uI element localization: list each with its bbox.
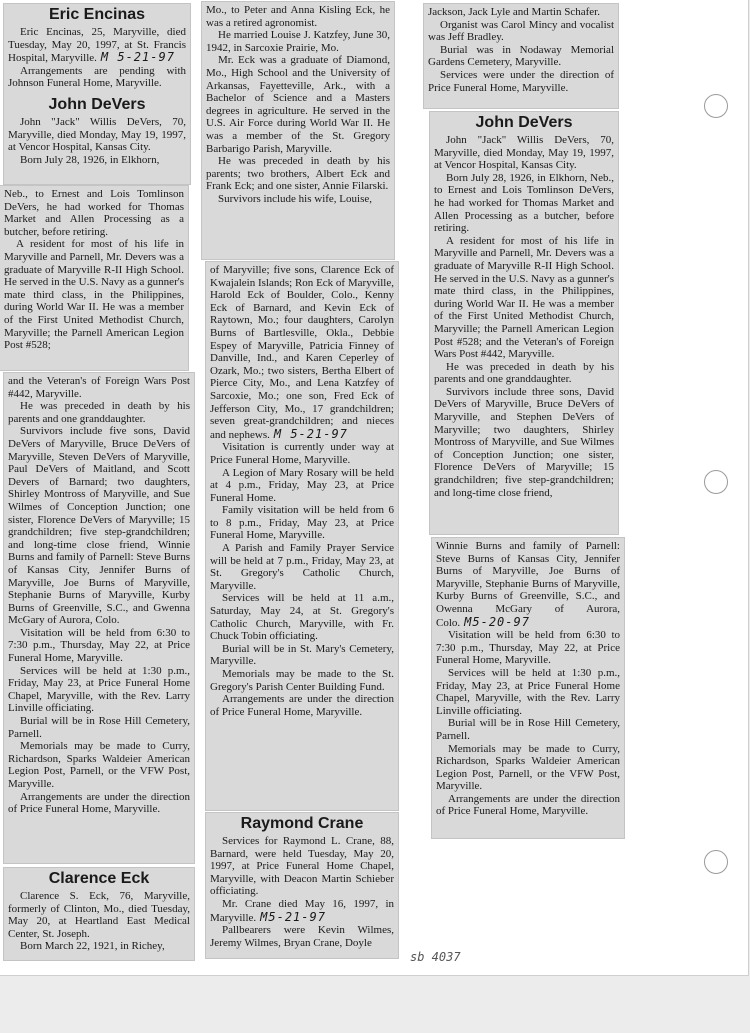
- obituary-paragraph: Neb., to Ernest and Lois Tomlinson DeVers, he had worked for Thomas Market and Allen Processing as a butcher, before retiring.: [4, 188, 184, 238]
- obituary-paragraph: A resident for most of his life in Maryville and Parnell, Mr. Devers was a graduate of Maryville R-II High School. He served in the U.S. Navy as a gunner's mate third class, in the Philippines, during World War II. He was a member of the First United Methodist Church, Maryville; the Parnell American Legion Post #528; and the Veteran's of Foreign Wars Post #442, Maryville.: [434, 234, 614, 361]
- obituary-heading-eck: Clarence Eck: [48, 870, 150, 887]
- obituary-paragraph: Burial was in Nodaway Memorial Gardens Cemetery, Maryville.: [428, 43, 614, 69]
- clipping-encinas-devers: [4, 4, 190, 184]
- binder-hole: [704, 470, 728, 494]
- obituary-paragraph: He married Louise J. Katzfey, June 30, 1942, in Sarcoxie Prairie, Mo.: [206, 29, 390, 54]
- handwritten-date: M5-21-97: [260, 909, 326, 924]
- obituary-paragraph: Born July 28, 1926, in Elkhorn,: [20, 153, 160, 166]
- binder-hole: [704, 850, 728, 874]
- clipping-devers-second-part2: [432, 538, 624, 838]
- obituary-paragraph: Pallbearers were Kevin Wilmes, Jeremy Wilmes, Bryan Crane, Doyle: [210, 924, 394, 949]
- obituary-paragraph: Memorials may be made to the St. Gregory's Parish Center Building Fund.: [210, 668, 394, 693]
- obituary-paragraph: Memorials may be made to Curry, Richardson, Sparks Waldeier American Legion Post, Parnell, or the VFW Post, Maryville.: [436, 742, 620, 793]
- obituary-paragraph: Clarence S. Eck, 76, Maryville, formerly of Clinton, Mo., died Tuesday, May 20, at Heartland East Medical Center, St. Joseph.: [8, 890, 190, 940]
- obituary-paragraph: Burial will be in Rose Hill Cemetery, Parnell.: [8, 715, 190, 740]
- obituary-paragraph: He was preceded in death by his parents and one granddaughter.: [434, 360, 614, 386]
- obituary-heading-devers: John DeVers: [48, 95, 146, 113]
- obituary-paragraph: Eric Encinas, 25, Maryville, died Tuesday, May 20, 1997, at St. Francis Hospital, Maryville. M 5-21-97: [8, 26, 186, 65]
- obituary-paragraph: Memorials may be made to Curry, Richardson, Sparks Waldeier American Legion Post, Parnell, or the VFW Post, Maryville.: [8, 740, 190, 790]
- clipping-devers-part3: [4, 373, 194, 863]
- obituary-paragraph: A Legion of Mary Rosary will be held at 4 p.m., Friday, May 23, at Price Funeral Home.: [210, 466, 394, 504]
- obituary-paragraph: Survivors include his wife, Louise,: [218, 192, 372, 205]
- obituary-paragraph: Jackson, Jack Lyle and Martin Schafer.: [428, 6, 600, 18]
- obituary-paragraph: Services were under the direction of Price Funeral Home, Maryville.: [428, 68, 614, 94]
- obituary-paragraph: Services will be held at 11 a.m., Saturday, May 24, at St. Gregory's Catholic Church, Maryville, with Fr. Chuck Tobin officiating.: [210, 592, 394, 643]
- obituary-paragraph: and the Veteran's of Foreign Wars Post #442, Maryville.: [8, 375, 190, 400]
- obituary-paragraph: Arrangements are under the direction of Price Funeral Home, Maryville.: [210, 693, 394, 718]
- clipping-eck-part3: [206, 262, 398, 810]
- obituary-paragraph: Burial will be in St. Mary's Cemetery, Maryville.: [210, 642, 394, 668]
- obituary-paragraph: Organist was Carol Mincy and vocalist was Jeff Bradley.: [428, 18, 614, 44]
- obituary-paragraph: Visitation is currently under way at Price Funeral Home, Maryville.: [210, 441, 394, 466]
- clipping-crane-part2: [424, 4, 618, 108]
- obituary-paragraph: Born July 28, 1926, in Elkhorn, Neb., to Ernest and Lois Tomlinson DeVers, he had worked for Thomas Market and Allen Processing as a butcher, before retiring.: [434, 171, 614, 235]
- obituary-paragraph: Winnie Burns and family of Parnell: Steve Burns of Kansas City, Jennifer Burns of Maryville, Joe Burns of Maryville, Stephanie Burns of Maryville, Kurby Burns of Greenville, S.C., and Owenna McGary of Aurora, Colo. M5-20-97: [436, 540, 620, 629]
- obituary-paragraph: Visitation will be held from 6:30 to 7:30 p.m., Thursday, May 22, at Price Funeral Home, Maryville.: [436, 629, 620, 667]
- obituary-heading-encinas: Eric Encinas: [48, 6, 146, 23]
- obituary-heading-crane: Raymond Crane: [240, 815, 364, 832]
- obituary-paragraph: Services will be held at 1:30 p.m., Friday, May 23, at Price Funeral Home Chapel, Maryville, with the Rev. Larry Linville officiating.: [8, 664, 190, 715]
- obituary-paragraph: Visitation will be held from 6:30 to 7:30 p.m., Thursday, May 22, at Price Funeral Home, Maryville.: [8, 626, 190, 665]
- clipping-raymond-crane: [206, 813, 398, 958]
- obituary-paragraph: Burial will be in Rose Hill Cemetery, Parnell.: [436, 717, 620, 742]
- obituary-paragraph: John "Jack" Willis DeVers, 70, Maryville, died Monday, May 19, 1997, at Vencor Hospital, Kansas City.: [434, 134, 614, 172]
- obituary-paragraph: He was preceded in death by his parents; two brothers, Albert Eck and Frank Eck; and one sister, Annie Filarski.: [206, 155, 390, 193]
- obituary-paragraph: Arrangements are under the direction of Price Funeral Home, Maryville.: [8, 790, 190, 816]
- obituary-paragraph: Services will be held at 1:30 p.m., Friday, May 23, at Price Funeral Home Chapel, Maryville, with the Rev. Larry Linville officiating.: [436, 666, 620, 717]
- clipping-devers-second: [430, 112, 618, 534]
- obituary-paragraph: He was preceded in death by his parents and one granddaughter.: [8, 400, 190, 425]
- handwritten-date: M 5-21-97: [100, 50, 175, 65]
- handwritten-date: M 5-21-97: [273, 426, 348, 441]
- pencil-annotation: sb 4037: [410, 950, 461, 964]
- binder-hole: [704, 94, 728, 118]
- obituary-paragraph: Mo., to Peter and Anna Kisling Eck, he was a retired agronomist.: [206, 4, 390, 29]
- obituary-paragraph: Born March 22, 1921, in Richey,: [20, 940, 165, 953]
- obituary-paragraph: A resident for most of his life in Maryville and Parnell, Mr. Devers was a graduate of Maryville R-II High School. He served in the U.S. Navy as a gunner's mate third class, in the Philippines, during World War II. He was a member of the First United Methodist Church, Maryville; the Parnell American Legion Post #528;: [4, 238, 184, 352]
- clipping-eck-part2: [202, 2, 394, 259]
- obituary-paragraph: Services for Raymond L. Crane, 88, Barnard, were held Tuesday, May 20, 1997, at Price Funeral Home Chapel, Maryville, with Deacon Martin Schieber officiating.: [210, 835, 394, 898]
- obituary-heading-devers-second: John DeVers: [475, 114, 573, 131]
- clipping-devers-part2: [0, 186, 188, 370]
- handwritten-date: M5-20-97: [464, 614, 530, 629]
- obituary-paragraph: Mr. Crane died May 16, 1997, in Maryville. M5-21-97: [210, 897, 394, 924]
- obituary-paragraph: Arrangements are under the direction of Price Funeral Home, Maryville.: [436, 792, 620, 818]
- clipping-clarence-eck: [4, 868, 194, 960]
- obituary-paragraph: Arrangements are pending with Johnson Funeral Home, Maryville.: [8, 64, 186, 90]
- obituary-paragraph: Family visitation will be held from 6 to 8 p.m., Friday, May 23, at Price Funeral Home, Maryville.: [210, 504, 394, 542]
- obituary-paragraph: Survivors include five sons, David DeVers of Maryville, Bruce DeVers of Maryville, Steven DeVers of Maryville, Paul DeVers of Maitland, and Scott Devers of Barnard; two daughters, Shirley Montross of Maryville, and Sue Wilmes of Conception Junction; one sister, Florence DeVers of Maryville; 15 grandchildren; five step-grandchildren; and long-time close friend, Winnie Burns and family of Parnell: Steve Burns of Kansas City, Jennifer Burns of Maryville, Joe Burns of Maryville, Stephanie Burns of Maryville, Kurby Burns of Greenville, S.C., and Gwenna McGary of Aurora, Colo.: [8, 425, 190, 627]
- obituary-paragraph: John "Jack" Willis DeVers, 70, Maryville, died Monday, May 19, 1997, at Vencor Hospital, Kansas City.: [8, 115, 186, 154]
- obituary-paragraph: of Maryville; five sons, Clarence Eck of Kwajalein Islands; Ron Eck of Maryville, Harold Eck of Boulder, Colo., Kenny Eck of Barnard, and Kevin Eck of Raytown, Mo.; four daughters, Carolyn Burns of Bartlesville, Okla., Debbie Espey of Maryville, Patricia Finney of Danville, Ind., and Karen Ceperley of Ozark, Mo.; two sisters, Bertha Elbert of Pierce City, Mo., and Lena Katzfey of Sarcoxie, Mo.; one son, Fred Eck of Jefferson City, Mo., 17 grandchildren; seven great-grandchildren; and nieces and nephews. M 5-21-97: [210, 264, 394, 441]
- obituary-paragraph: A Parish and Family Prayer Service will be held at 7 p.m., Friday, May 23, at St. Gregory's Catholic Church, Maryville.: [210, 542, 394, 592]
- obituary-paragraph: Survivors include three sons, David DeVers of Maryville, Bruce DeVers of Maryville, and Stephen DeVers of Maryville; two daughters, Shirley Montross of Maryville, and Sue Wilmes of Conception Junction; one sister, Florence DeVers of Maryville; 15 grandchildren; five step-grandchildren; and long-time close friend,: [434, 385, 614, 499]
- obituary-paragraph: Mr. Eck was a graduate of Diamond, Mo., High School and the University of Arkansas, Fayetteville, Ark., with a Bachelor of Science and a Masters degrees in agriculture. He served in the U.S. Air Force during World War II. He was a member of the St. Gregory Barbarigo Parish, Maryville.: [206, 54, 390, 155]
